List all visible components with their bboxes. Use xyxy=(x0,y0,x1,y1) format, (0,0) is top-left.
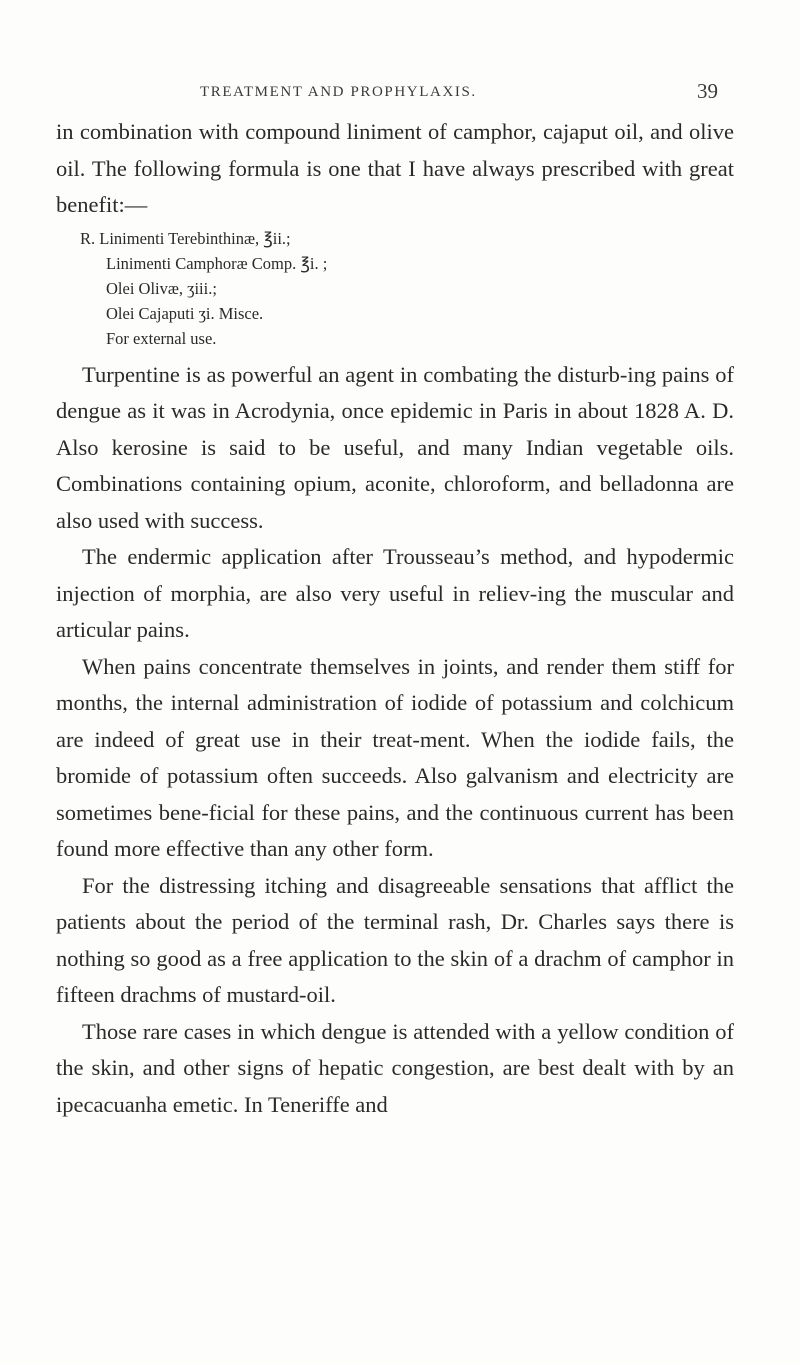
prescription-formula xyxy=(56,226,734,351)
paragraph-itching: For the distressing itching and disagreeable sensations that afflict the patients about the period of the terminal rash, Dr. Charles says there is nothing so good as a free application to the skin of a drachm of camphor in fifteen drachms of mustard-oil. xyxy=(56,872,734,1007)
paragraph-hepatic: Those rare cases in which dengue is attended with a yellow condition of the skin, and other signs of hepatic congestion, are best dealt with by an ipecacuanha emetic. In Teneriffe and xyxy=(56,1018,734,1117)
paragraph-endermic: The endermic application after Trousseau’s method, and hypodermic injection of morphia, are also very useful in reliev-ing the muscular and articular pains. xyxy=(56,544,734,642)
recipe-line: Olei Olivæ, ʒiii.; xyxy=(106,278,217,298)
paragraph-turpentine: Turpentine is as powerful an agent in combating the disturb-ing pains of dengue as it was in Acrodynia, once epidemic in Paris in about 1828 A. D. Also kerosine is said to be useful, and many Indian vegetable oils. Combinations containing opium, aconite, chloroform, and belladonna are also used with success. xyxy=(56,361,734,533)
paragraph-continuation: in combination with compound liniment of camphor, cajaput oil, and olive oil. The following formula is one that I have always prescribed with great benefit:— xyxy=(56,119,734,217)
recipe-line: R. Linimenti Terebinthinæ, ℥ii.; xyxy=(80,228,291,248)
running-head: TREATMENT AND PROPHYLAXIS. xyxy=(200,84,477,100)
recipe-line: Olei Cajaputi ʒi. Misce. xyxy=(106,303,264,323)
body-text xyxy=(56,114,734,1123)
recipe-line: Linimenti Camphoræ Comp. ℥i. ; xyxy=(106,253,328,273)
page-number: 39 xyxy=(697,79,718,103)
paragraph-joint-pains: When pains concentrate themselves in joints, and render them stiff for months, the internal administration of iodide of potassium and colchicum are indeed of great use in their treat-ment. When the iodide fails, the bromide of potassium often succeeds. Also galvanism and electricity are sometimes bene-ficial for these pains, and the continuous current has been found more effective than any other form. xyxy=(56,653,734,861)
recipe-line: For external use. xyxy=(106,328,217,348)
